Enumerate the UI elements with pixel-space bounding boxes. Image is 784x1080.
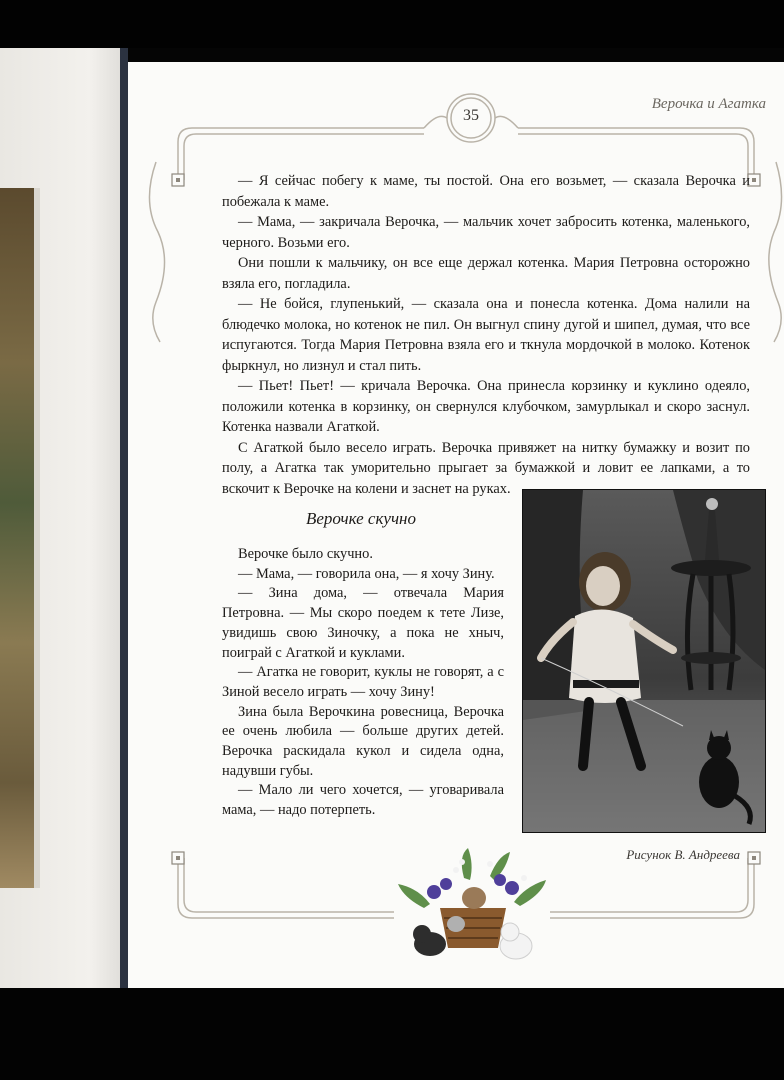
section-paragraph: Зина была Верочкина ровесница, Верочка ее очень любила — больше других детей. Верочка раскидала кукол и сидела одна, надувши губы. xyxy=(222,703,504,779)
section-paragraph: — Зина дома, — отвечала Мария Петровна. — Мы скоро поедем к тете Лизе, увидишь свою Зиночку, а пока не хныч, поиграй с Агаткой и куклами. xyxy=(222,585,504,661)
section-text xyxy=(222,545,504,821)
section-paragraph: Верочке было скучно. xyxy=(238,546,373,562)
cover-photo-strip xyxy=(0,188,40,888)
story-paragraph: — Пьет! Пьет! — кричала Верочка. Она принесла корзинку и куклино одеяло, положили котенка в корзинку, он свернулся клубочком, замурлыкал и скоро заснул. Котенка назвали Агаткой. xyxy=(222,378,750,435)
book-spine-edge xyxy=(120,48,128,993)
book-page xyxy=(128,62,784,988)
story-paragraph: — Мама, — закричала Верочка, — мальчик хочет забросить котенка, маленького, черного. Возьми его. xyxy=(222,214,750,251)
drawing-image xyxy=(523,490,765,832)
illustration-caption: Рисунок В. Андреева xyxy=(626,847,740,862)
story-paragraph: — Не бойся, глупенький, — сказала она и понесла котенка. Дома налили на блюдечко молока, но котенок не пил. Он выгнул спину дугой и шипел, думая, что все испугаются. Тогда Мария Петровна взяла его и ткнула мордочкой в молоко. Котенок фыркнул, но лизнул и стал пить. xyxy=(222,296,750,374)
section-paragraph: — Мало ли чего хочется, — уговаривала мама, — надо потерпеть. xyxy=(222,782,504,819)
book-cover-left xyxy=(0,48,128,993)
page-number: 35 xyxy=(463,107,479,124)
scan-border-top xyxy=(0,0,784,48)
story-paragraph: — Я сейчас побегу к маме, ты постой. Она его возьмет, — сказала Верочка и побежала к маме. xyxy=(222,173,750,210)
section-title: Верочке скучно xyxy=(305,509,416,528)
story-paragraph: Они пошли к мальчику, он все еще держал котенка. Мария Петровна осторожно взяла его, погладила. xyxy=(222,255,750,292)
section-paragraph: — Мама, — говорила она, — я хочу Зину. xyxy=(238,565,495,582)
story-paragraph: С Агаткой было весело играть. Верочка привяжет на нитку бумажку и возит по полу, а Агатка так уморительно прыгает за бумажкой и ловит ее лапками, а то вскочит к Верочке на колени и заснет на руках. xyxy=(222,439,750,497)
running-head: Верочка и Агатка xyxy=(651,96,766,112)
illustration-girl-with-kitten xyxy=(522,489,766,833)
kittens-flower-basket-vignette xyxy=(394,848,550,968)
story-text xyxy=(222,171,750,499)
section-paragraph: — Агатка не говорит, куклы не говорят, а с Зиной весело играть — хочу Зину! xyxy=(222,664,504,700)
scan-border-bottom xyxy=(0,988,784,1080)
